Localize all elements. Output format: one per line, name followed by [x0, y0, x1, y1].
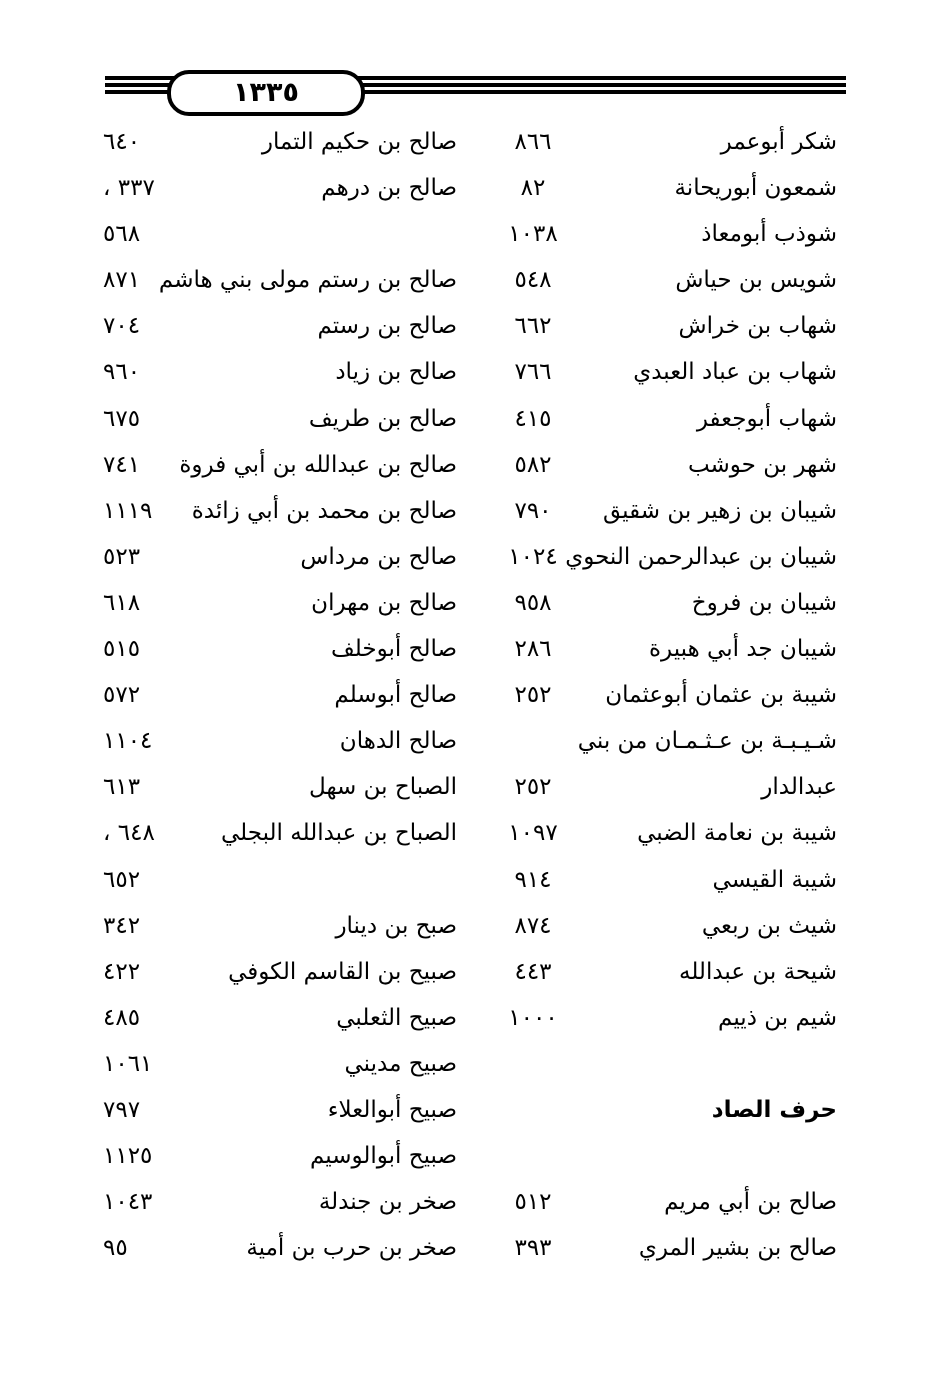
index-row	[0, 119, 939, 165]
right-entry-name: شيم بن ذييم	[718, 1004, 837, 1031]
right-entry-name: شيث بن ربعي	[701, 912, 837, 939]
index-row	[0, 764, 939, 810]
right-entry-page: ٢٥٢	[514, 682, 552, 709]
left-entry-page: ٦١٨	[103, 589, 141, 616]
left-entry-page: ٥٢٣	[103, 543, 141, 570]
right-entry-name: شهاب بن خراش	[678, 313, 837, 340]
right-entry-page: ٦٦٢	[514, 313, 552, 340]
page-number: ١٣٣٥	[167, 70, 365, 116]
left-entry-page: ١٠٦١	[103, 1050, 153, 1077]
index-row	[0, 1133, 939, 1179]
index-row	[0, 995, 939, 1041]
right-entry-page: ٨٢	[520, 175, 546, 202]
left-entry-page: ٣٣٧ ،	[103, 175, 155, 202]
index-row	[0, 949, 939, 995]
left-entry-page: ٣٤٢	[103, 912, 141, 939]
left-entry-name: صالح بن محمد بن أبي زائدة	[191, 497, 457, 524]
index-row	[0, 396, 939, 442]
right-entry-name: عبدالدار	[761, 774, 837, 801]
right-entry-page: ٨٦٦	[514, 129, 552, 155]
right-entry-page: ٨٧٤	[514, 912, 552, 939]
left-entry-page: ٦٤٨ ،	[103, 820, 155, 847]
right-entry-page: ١٠٢٤	[508, 543, 558, 570]
left-entry-page: ٦٥٢	[103, 866, 141, 893]
right-entry-name: شويس بن حياش	[675, 267, 837, 294]
left-entry-page: ٦٧٥	[103, 405, 141, 432]
left-entry-page: ٩٦٠	[103, 359, 141, 386]
left-entry-page: ٦٤٠	[103, 129, 141, 155]
index-row	[0, 903, 939, 949]
right-entry-name: شهاب بن عباد العبدي	[633, 359, 837, 386]
left-entry-page: ٨٧١	[103, 267, 141, 294]
right-entry-name: شيبان بن زهير بن شقيق	[602, 497, 837, 524]
index-row	[0, 1225, 939, 1271]
right-entry-name: صالح بن أبي مريم	[664, 1189, 837, 1216]
left-entry-page: ١١١٩	[103, 497, 153, 524]
index-row	[0, 857, 939, 903]
left-entry-name: صبيح بن القاسم الكوفي	[228, 958, 457, 985]
right-entry-page: ٢٨٦	[514, 636, 552, 663]
left-entry-name: صالح بن رستم مولى بني هاشم	[158, 267, 457, 294]
left-entry-page: ٤٨٥	[103, 1004, 141, 1031]
index-row	[0, 1041, 939, 1087]
index-row	[0, 349, 939, 395]
left-entry-name: صخر بن جندلة	[318, 1189, 457, 1216]
index-row	[0, 1087, 939, 1133]
left-entry-page: ٥٦٨	[103, 221, 141, 248]
left-entry-name: الصباح بن سهل	[309, 774, 457, 801]
right-entry-name: شيبة القيسي	[712, 866, 837, 893]
left-entry-page: ٧٩٧	[103, 1096, 141, 1123]
right-entry-name: شيحة بن عبدالله	[678, 958, 837, 985]
left-entry-name: صالح بن درهم	[321, 175, 457, 202]
left-entry-name: صالح بن مهران	[311, 589, 457, 616]
index-row	[0, 442, 939, 488]
left-entry-page: ٤٢٢	[103, 958, 141, 985]
left-entry-name: صبيح أبوالعلاء	[327, 1096, 457, 1123]
right-entry-name: شكر أبوعمر	[720, 129, 837, 155]
right-entry-name: شيبان بن فروخ	[691, 589, 837, 616]
right-entry-name: شيبان جد أبي هبيرة	[649, 636, 837, 663]
index-row	[0, 718, 939, 764]
index-row	[0, 211, 939, 257]
left-entry-name: صالح بن حكيم التمار	[261, 129, 457, 155]
index-row	[0, 488, 939, 534]
left-entry-name: صالح أبوخلف	[330, 636, 457, 663]
left-entry-name: صخر بن حرب بن أمية	[246, 1235, 457, 1262]
right-entry-page: ٧٩٠	[514, 497, 552, 524]
index-row	[0, 257, 939, 303]
right-entry-page: ٥٨٢	[514, 451, 552, 478]
index-row	[0, 303, 939, 349]
left-entry-page: ٧٤١	[103, 451, 141, 478]
left-entry-name: صبح بن دينار	[335, 912, 457, 939]
left-entry-name: صبيح الثعلبي	[336, 1004, 457, 1031]
left-entry-page: ١١٢٥	[103, 1143, 153, 1170]
left-entry-name: صبيح مديني	[344, 1050, 457, 1077]
right-entry-name: شمعون أبوريحانة	[674, 175, 837, 202]
right-entry-name: شهاب أبوجعفر	[696, 405, 837, 432]
left-entry-name: صالح الدهان	[339, 728, 457, 755]
name-index	[0, 119, 939, 1271]
index-row	[0, 1179, 939, 1225]
index-row	[0, 165, 939, 211]
index-row	[0, 534, 939, 580]
right-entry-page: ٥١٢	[514, 1189, 552, 1216]
index-row	[0, 626, 939, 672]
left-entry-page: ٥١٥	[103, 636, 141, 663]
right-entry-page: ١٠٣٨	[508, 221, 558, 248]
left-entry-name: صبيح أبوالوسيم	[309, 1143, 457, 1170]
left-entry-name: صالح بن رستم	[317, 313, 457, 340]
index-row	[0, 672, 939, 718]
right-entry-page: ٥٤٨	[514, 267, 552, 294]
right-entry-page: ٤١٥	[514, 405, 552, 432]
right-entry-page: ٢٥٢	[514, 774, 552, 801]
left-entry-name: صالح بن زياد	[335, 359, 457, 386]
right-entry-name: شيبة بن عثمان أبوعثمان	[605, 682, 837, 709]
left-entry-name: الصباح بن عبدالله البجلي	[220, 820, 457, 847]
right-entry-page: ٤٤٣	[514, 958, 552, 985]
right-entry-page: ٩٥٨	[514, 589, 552, 616]
index-row	[0, 580, 939, 626]
right-entry-page: ٩١٤	[514, 866, 552, 893]
right-entry-name: صالح بن بشير المري	[638, 1235, 837, 1262]
right-entry-page: ١٠٩٧	[508, 820, 558, 847]
right-entry-page: ٣٩٣	[514, 1235, 552, 1262]
right-entry-name: شـيـبـة بن عـثـمـان من بني	[577, 728, 837, 755]
right-entry-name: شيبة بن نعامة الضبي	[637, 820, 837, 847]
index-row	[0, 810, 939, 856]
right-entry-page: ٧٦٦	[514, 359, 552, 386]
left-entry-page: ١١٠٤	[103, 728, 153, 755]
left-entry-page: ٩٥	[103, 1235, 128, 1262]
left-entry-page: ٧٠٤	[103, 313, 141, 340]
left-entry-page: ٦١٣	[103, 774, 141, 801]
left-entry-name: صالح بن عبدالله بن أبي فروة	[179, 451, 457, 478]
left-entry-name: صالح أبوسلم	[334, 682, 457, 709]
right-entry-name: شهر بن حوشب	[687, 451, 837, 478]
left-entry-name: صالح بن مرداس	[300, 543, 457, 570]
right-entry-name: شوذب أبومعاذ	[701, 221, 837, 248]
left-entry-page: ٥٧٢	[103, 682, 141, 709]
left-entry-page: ١٠٤٣	[103, 1189, 153, 1216]
right-entry-name: شيبان بن عبدالرحمن النحوي	[565, 543, 837, 570]
page-header	[105, 68, 846, 114]
right-entry-page: ١٠٠٠	[508, 1004, 558, 1031]
section-heading: حرف الصاد	[711, 1096, 837, 1123]
left-entry-name: صالح بن طريف	[308, 405, 457, 432]
